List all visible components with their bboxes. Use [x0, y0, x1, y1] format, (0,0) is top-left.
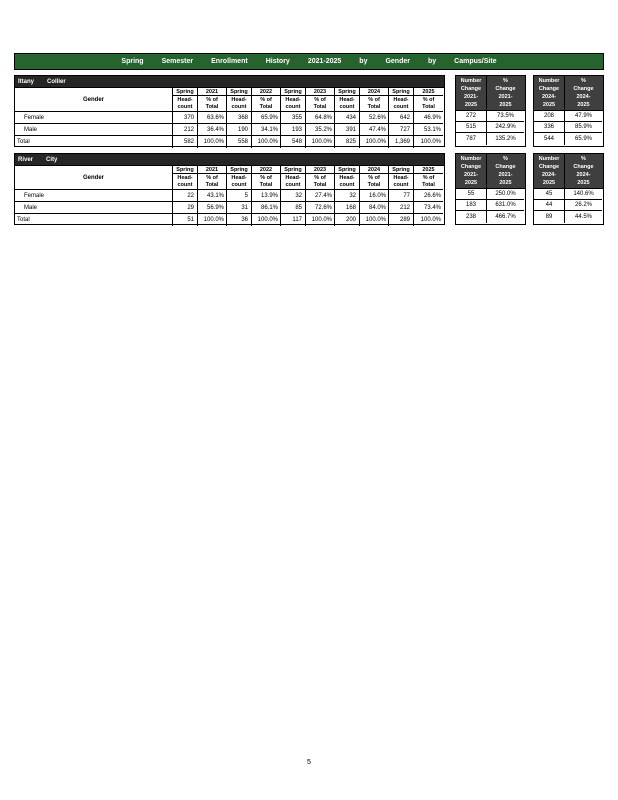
campus-header-bar — [15, 76, 444, 88]
pct-header-line: Total — [422, 103, 435, 110]
change-header-line: Change — [460, 164, 482, 170]
gender-column-header: Gender — [15, 88, 173, 112]
pct-of-total-header — [306, 174, 335, 190]
pct-header-line: % of — [422, 174, 435, 181]
title-word: Semester — [161, 58, 194, 65]
number-change-header — [456, 76, 487, 110]
pct-header-line: Total — [205, 103, 219, 110]
pct-cell: 13.9% — [252, 190, 281, 202]
pct-cell: 64.8% — [306, 112, 335, 124]
pct-header-line: Total — [313, 181, 327, 188]
headcount-cell: 370 — [173, 112, 198, 124]
year-header: 2021 — [198, 88, 227, 96]
headcount-header-line: Head- — [285, 174, 301, 181]
change-table-2021-2025-ittany-collier — [455, 75, 526, 147]
pct-header-line: Total — [367, 181, 381, 188]
report-title-bar — [14, 53, 604, 70]
pct-cell: 100.0% — [306, 214, 335, 226]
headcount-header-line: Head- — [393, 96, 409, 103]
headcount-header-line: count — [231, 103, 247, 110]
headcount-header — [389, 96, 414, 112]
headcount-header-line: Head- — [339, 174, 355, 181]
change-number-cell: 515 — [456, 122, 487, 133]
pct-of-total-header — [252, 174, 281, 190]
pct-header-line: % of — [260, 96, 272, 103]
change-pct-cell: 250.0% — [487, 189, 524, 200]
change-header-line: 2025 — [542, 102, 556, 108]
change-number-cell: 55 — [456, 189, 487, 200]
change-header-line: Change — [538, 86, 560, 92]
change-row — [456, 133, 525, 144]
term-header: Spring — [335, 88, 360, 96]
change-row — [534, 211, 603, 222]
campus-name: River — [18, 156, 34, 163]
pct-change-header — [487, 76, 524, 110]
change-header-line: 2024- — [576, 94, 591, 100]
change-header-line: Number — [460, 156, 482, 162]
headcount-cell: 727 — [389, 124, 414, 136]
change-pct-cell: 44.5% — [574, 213, 592, 220]
title-word: by — [427, 58, 437, 65]
headcount-header-line: Head- — [339, 96, 355, 103]
headcount-header-line: Head- — [285, 96, 301, 103]
pct-header-line: Total — [422, 181, 435, 188]
headcount-header — [335, 96, 360, 112]
pct-cell: 47.4% — [360, 124, 389, 136]
year-header: 2022 — [252, 166, 281, 174]
change-header-line: % — [503, 78, 508, 84]
change-table-header — [534, 76, 603, 111]
headcount-cell: 32 — [335, 190, 360, 202]
pct-cell: 100.0% — [198, 136, 227, 148]
title-word: 2021-2025 — [307, 58, 342, 65]
term-header: Spring — [389, 88, 414, 96]
headcount-cell: 117 — [281, 214, 306, 226]
change-header-line: 2025 — [577, 180, 590, 186]
headcount-cell: 29 — [173, 202, 198, 214]
change-header-line: % — [581, 156, 586, 162]
year-header: 2023 — [306, 166, 335, 174]
term-header: Spring — [173, 166, 198, 174]
change-row — [534, 133, 603, 144]
pct-cell: 100.0% — [252, 136, 281, 148]
pct-cell: 53.1% — [414, 124, 443, 136]
year-header: 2024 — [360, 166, 389, 174]
pct-cell: 43.1% — [198, 190, 227, 202]
pct-of-total-header — [414, 96, 443, 112]
change-header-line: Change — [495, 86, 516, 92]
change-header-line: Number — [538, 78, 560, 84]
title-word: by — [359, 58, 368, 65]
term-header: Spring — [335, 166, 360, 174]
change-table-2024-2025-ittany-collier — [533, 75, 604, 147]
term-header: Spring — [227, 166, 252, 174]
headcount-header-line: Head- — [393, 174, 409, 181]
pct-header-line: % of — [368, 174, 380, 181]
row-label: Female — [15, 190, 173, 202]
pct-header-line: Total — [259, 103, 273, 110]
headcount-header-line: Head- — [231, 96, 247, 103]
pct-cell: 100.0% — [360, 214, 389, 226]
row-label: Total — [15, 214, 173, 226]
change-row — [456, 189, 525, 200]
pct-header-line: % of — [206, 96, 218, 103]
change-pct-cell: 85.9% — [565, 122, 602, 133]
headcount-cell: 32 — [281, 190, 306, 202]
number-change-header — [534, 76, 565, 110]
change-row — [456, 122, 525, 133]
pct-cell: 100.0% — [420, 217, 441, 223]
pct-cell: 36.4% — [198, 124, 227, 136]
change-pct-cell: 140.6% — [565, 189, 602, 200]
pct-cell: 56.9% — [198, 202, 227, 214]
number-change-header — [456, 154, 487, 188]
change-table-2024-2025-river-city — [533, 153, 604, 225]
pct-header-line: % of — [260, 174, 272, 181]
headcount-cell: 200 — [335, 214, 360, 226]
campus-table-river-city — [14, 153, 445, 225]
headcount-header — [173, 174, 198, 190]
term-header: Spring — [227, 88, 252, 96]
year-header: 2024 — [360, 88, 389, 96]
pct-cell: 26.6% — [414, 190, 443, 202]
change-header-line: Change — [460, 86, 482, 92]
headcount-header-line: count — [285, 103, 301, 110]
change-header-line: % — [581, 78, 586, 84]
change-header-line: 2024- — [576, 172, 591, 178]
pct-cell: 46.9% — [414, 112, 443, 124]
change-header-line: 2025 — [542, 180, 556, 186]
headcount-cell: 190 — [227, 124, 252, 136]
headcount-cell: 36 — [227, 214, 252, 226]
row-label: Female — [15, 112, 173, 124]
term-header: Spring — [389, 166, 414, 174]
number-change-header — [534, 154, 565, 188]
headcount-cell: 582 — [173, 136, 198, 148]
headcount-header-line: count — [285, 181, 301, 188]
pct-header-line: Total — [313, 103, 327, 110]
campus-name: Ittany — [18, 78, 35, 85]
pct-header-line: % of — [206, 174, 218, 181]
change-row — [534, 189, 603, 200]
headcount-cell: 22 — [173, 190, 198, 202]
headcount-cell: 558 — [227, 136, 252, 148]
headcount-cell: 77 — [389, 190, 414, 202]
headcount-cell: 434 — [335, 112, 360, 124]
page-number: 5 — [307, 759, 311, 766]
headcount-cell: 51 — [173, 214, 198, 226]
title-word: Gender — [385, 58, 410, 65]
change-header-line: Change — [538, 164, 560, 170]
headcount-header-line: count — [339, 103, 355, 110]
headcount-cell: 368 — [227, 112, 252, 124]
change-row — [534, 200, 603, 211]
headcount-cell: 1,369 — [389, 136, 414, 148]
change-number-cell: 44 — [534, 200, 565, 211]
headcount-header-line: count — [177, 181, 193, 188]
pct-change-header — [565, 154, 602, 188]
year-header: 2025 — [414, 88, 443, 96]
year-header: 2021 — [198, 166, 227, 174]
change-table-header — [534, 154, 603, 189]
change-number-cell: 787 — [456, 133, 487, 144]
change-header-line: 2021- — [463, 172, 479, 178]
change-number-cell: 89 — [534, 211, 565, 222]
change-row — [456, 111, 525, 122]
headcount-cell: 193 — [281, 124, 306, 136]
enrollment-grid — [15, 166, 444, 226]
headcount-cell: 168 — [335, 202, 360, 214]
change-row — [456, 211, 525, 222]
change-header-line: Number — [460, 78, 482, 84]
campus-table-ittany-collier — [14, 75, 445, 147]
change-pct-cell: 65.9% — [574, 135, 592, 142]
gender-column-header: Gender — [15, 166, 173, 190]
row-label: Total — [15, 136, 173, 148]
headcount-header-line: count — [231, 181, 247, 188]
change-header-line: 2025 — [464, 102, 478, 108]
change-pct-cell: 73.5% — [487, 111, 524, 122]
pct-header-line: % of — [368, 96, 380, 103]
headcount-header-line: count — [177, 103, 193, 110]
pct-cell: 52.6% — [360, 112, 389, 124]
change-header-line: 2021- — [498, 94, 513, 100]
headcount-header — [335, 174, 360, 190]
headcount-cell: 289 — [389, 214, 414, 226]
headcount-header — [281, 96, 306, 112]
pct-header-line: Total — [205, 181, 219, 188]
headcount-cell: 212 — [389, 202, 414, 214]
change-table-header — [456, 154, 525, 189]
pct-cell: 100.0% — [252, 214, 281, 226]
pct-of-total-header — [306, 96, 335, 112]
term-header: Spring — [173, 88, 198, 96]
title-word: Spring — [121, 58, 144, 65]
row-label: Male — [15, 202, 173, 214]
change-pct-cell: 26.2% — [565, 200, 602, 211]
change-header-line: Change — [495, 164, 516, 170]
term-header: Spring — [281, 88, 306, 96]
year-header: 2025 — [414, 166, 443, 174]
pct-cell: 84.0% — [360, 202, 389, 214]
change-header-line: 2024- — [541, 94, 557, 100]
campus-name: Collier — [47, 78, 66, 85]
change-header-line: 2021- — [498, 172, 513, 178]
pct-of-total-header — [360, 96, 389, 112]
change-header-line: % — [503, 156, 508, 162]
pct-header-line: Total — [367, 103, 381, 110]
pct-cell: 65.9% — [252, 112, 281, 124]
campus-name: City — [46, 156, 58, 163]
change-header-line: 2025 — [499, 102, 512, 108]
title-word: Campus/Site — [454, 58, 497, 65]
pct-of-total-header — [198, 174, 227, 190]
headcount-header — [173, 96, 198, 112]
headcount-header-line: count — [339, 181, 355, 188]
pct-header-line: % of — [314, 174, 326, 181]
change-number-cell: 45 — [534, 189, 565, 200]
pct-cell: 100.0% — [420, 139, 441, 145]
headcount-cell: 5 — [227, 190, 252, 202]
pct-cell: 100.0% — [198, 214, 227, 226]
headcount-cell: 31 — [227, 202, 252, 214]
change-header-line: 2025 — [499, 180, 512, 186]
pct-change-header — [487, 154, 524, 188]
headcount-header — [281, 174, 306, 190]
pct-cell: 35.2% — [306, 124, 335, 136]
campus-header-bar — [15, 154, 444, 166]
change-number-cell: 544 — [534, 133, 565, 144]
change-pct-cell: 135.2% — [495, 135, 516, 142]
change-row — [456, 200, 525, 211]
headcount-cell: 825 — [335, 136, 360, 148]
change-number-cell: 336 — [534, 122, 565, 133]
headcount-header-line: count — [393, 103, 409, 110]
change-number-cell: 183 — [456, 200, 487, 211]
change-row — [534, 111, 603, 122]
pct-of-total-header — [198, 96, 227, 112]
headcount-header — [389, 174, 414, 190]
change-header-line: Number — [538, 156, 560, 162]
pct-cell: 100.0% — [360, 136, 389, 148]
headcount-header — [227, 96, 252, 112]
pct-cell: 72.6% — [306, 202, 335, 214]
pct-cell: 34.1% — [252, 124, 281, 136]
change-number-cell: 272 — [456, 111, 487, 122]
change-row — [534, 122, 603, 133]
headcount-header-line: Head- — [177, 174, 193, 181]
change-header-line: 2025 — [464, 180, 478, 186]
pct-cell: 63.6% — [198, 112, 227, 124]
change-header-line: Change — [573, 86, 594, 92]
headcount-cell: 391 — [335, 124, 360, 136]
headcount-cell: 212 — [173, 124, 198, 136]
change-pct-cell: 242.9% — [487, 122, 524, 133]
pct-of-total-header — [252, 96, 281, 112]
change-header-line: 2021- — [463, 94, 479, 100]
title-word: Enrollment — [211, 58, 248, 65]
pct-header-line: % of — [422, 96, 435, 103]
change-pct-cell: 466.7% — [495, 213, 516, 220]
change-header-line: 2024- — [541, 172, 557, 178]
pct-header-line: % of — [314, 96, 326, 103]
title-word: History — [265, 58, 290, 65]
change-pct-cell: 47.9% — [565, 111, 602, 122]
pct-cell: 100.0% — [306, 136, 335, 148]
headcount-cell: 642 — [389, 112, 414, 124]
headcount-header-line: Head- — [177, 96, 193, 103]
pct-cell: 16.0% — [360, 190, 389, 202]
pct-of-total-header — [414, 174, 443, 190]
change-header-line: Change — [573, 164, 594, 170]
pct-of-total-header — [360, 174, 389, 190]
pct-change-header — [565, 76, 602, 110]
pct-cell: 73.4% — [414, 202, 443, 214]
change-number-cell: 238 — [456, 211, 487, 222]
headcount-cell: 355 — [281, 112, 306, 124]
row-label: Male — [15, 124, 173, 136]
headcount-header — [227, 174, 252, 190]
change-number-cell: 208 — [534, 111, 565, 122]
change-table-header — [456, 76, 525, 111]
year-header: 2022 — [252, 88, 281, 96]
enrollment-grid — [15, 88, 444, 148]
change-table-2021-2025-river-city — [455, 153, 526, 225]
pct-cell: 27.4% — [306, 190, 335, 202]
headcount-header-line: count — [393, 181, 409, 188]
change-pct-cell: 631.0% — [487, 200, 524, 211]
pct-cell: 86.1% — [252, 202, 281, 214]
year-header: 2023 — [306, 88, 335, 96]
term-header: Spring — [281, 166, 306, 174]
change-header-line: 2025 — [577, 102, 590, 108]
headcount-header-line: Head- — [231, 174, 247, 181]
headcount-cell: 548 — [281, 136, 306, 148]
headcount-cell: 85 — [281, 202, 306, 214]
pct-header-line: Total — [259, 181, 273, 188]
